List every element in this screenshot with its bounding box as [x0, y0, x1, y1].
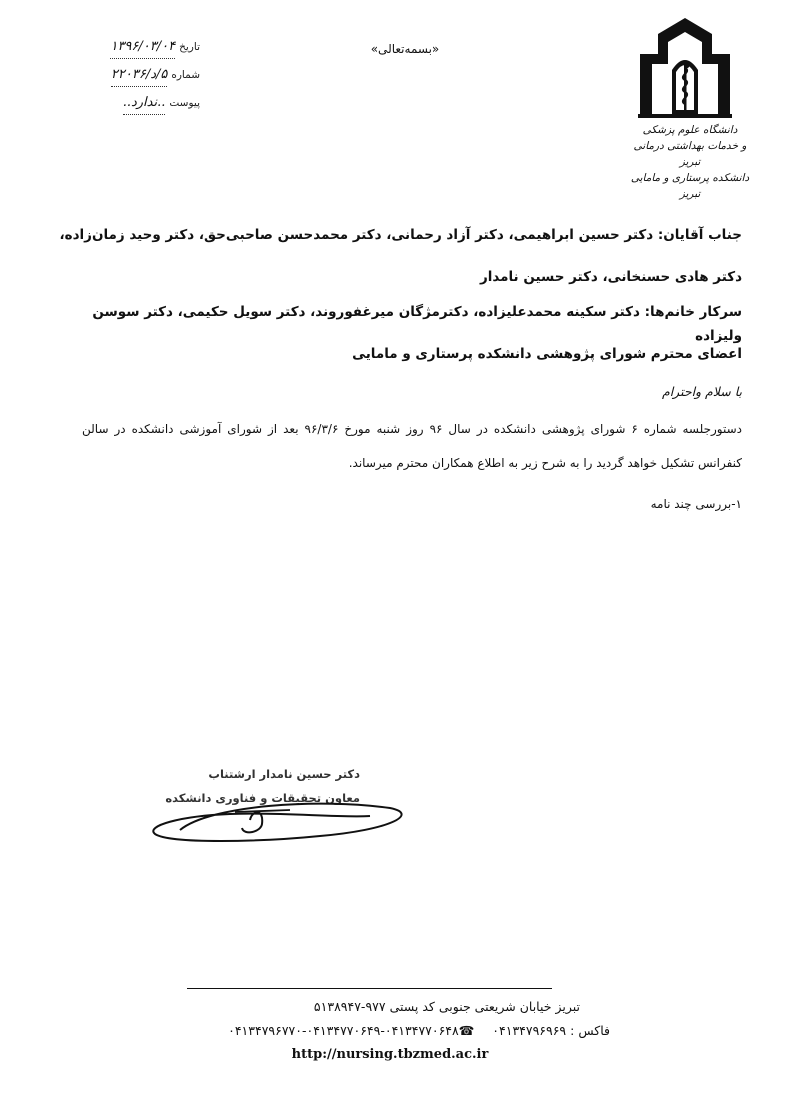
- agenda-item-1: ۱-بررسی چند نامه: [650, 497, 742, 511]
- signatory-title: معاون تحقیقات و فناوری دانشکده: [165, 791, 360, 805]
- number-value: ۵/د/۲۲۰۳۶: [111, 64, 167, 87]
- footer-tel: ☎۰۴۱۳۴۷۷۰۶۴۸-۰۴۱۳۴۷۷۰۶۴۹-۰۴۱۳۴۷۹۶۷۷۰: [228, 1023, 475, 1038]
- date-label: تاریخ: [179, 41, 200, 53]
- recipients-ladies: سرکار خانم‌ها: دکتر سکینه محمدعلیزاده، دکترمژگان میرغفوروند، دکتر سویل حکیمی، دکتر سوسن ولیزاده: [92, 304, 742, 344]
- recipients-council: اعضای محترم شورای پژوهشی دانشکده پرستاری و مامایی: [352, 346, 742, 362]
- university-line-3: دانشکده پرستاری و مامایی تبریز: [630, 172, 750, 200]
- recipients-gentlemen: جناب آقایان: دکتر حسین ابراهیمی، دکتر آزاد رحمانی، دکتر محمدحسن صاحبی‌حق، دکتر وحید زمان‌زاده، دکتر هادی حسنخانی، دکتر حسین نامدار: [59, 227, 742, 285]
- university-name: [630, 122, 750, 202]
- greeting: با سلام واحترام: [661, 384, 742, 399]
- footer-url[interactable]: http://nursing.tbzmed.ac.ir: [291, 1047, 489, 1062]
- number-row: [60, 64, 200, 92]
- university-logo: [630, 14, 750, 200]
- attachment-value: ..ندارد..: [123, 92, 166, 115]
- university-line-2: و خدمات بهداشتی درمانی تبریز: [633, 140, 747, 168]
- university-emblem-icon: [630, 14, 740, 122]
- date-row: [60, 36, 200, 64]
- university-line-1: دانشگاه علوم پزشکی: [642, 124, 738, 136]
- date-value: ۱۳۹۶/۰۳/۰۴: [110, 36, 175, 59]
- letter-meta: [60, 36, 200, 120]
- attachment-row: [60, 92, 200, 120]
- signatory-name: دکتر حسین نامدار ارشتناب: [208, 767, 360, 781]
- footer-address: تبریز خیابان شریعتی جنوبی کد پستی ۹۷۷-۵۱۳۸۹۴۷: [313, 999, 580, 1014]
- attachment-label: پیوست: [169, 97, 200, 109]
- footer-fax: فاکس : ۰۴۱۳۴۷۹۶۹۶۹: [492, 1023, 610, 1038]
- number-label: شماره: [171, 69, 200, 81]
- footer-divider: [187, 988, 552, 989]
- handwritten-signature: [140, 790, 420, 850]
- footer-phones: [120, 1020, 620, 1042]
- body-paragraph: دستورجلسه شماره ۶ شورای پژوهشی دانشکده در سال ۹۶ روز شنبه مورخ ۹۶/۳/۶ بعد از شورای آموزشی دانشکده در سالن کنفرانس تشکیل خواهد گردید را به شرح زیر به اطلاع همکاران محترم میرساند.: [82, 422, 743, 470]
- bismillah-heading: «بسمه‌تعالی»: [370, 42, 440, 56]
